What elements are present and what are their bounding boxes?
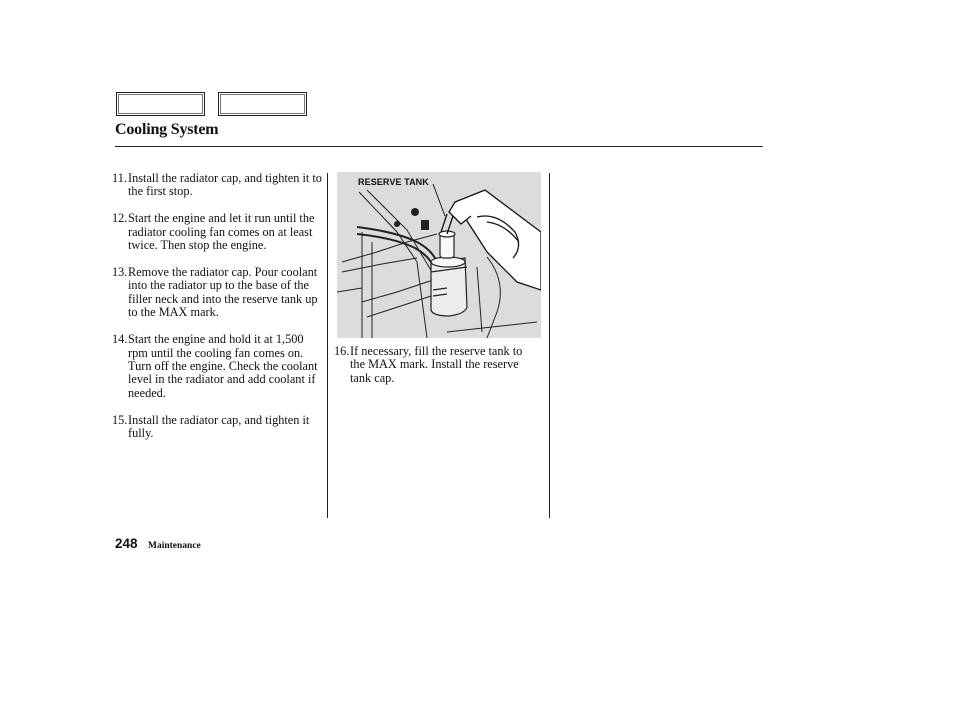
step-text: Install the radiator cap, and tighten it to the first stop. — [128, 171, 322, 199]
page-number: 248 — [115, 536, 138, 551]
step-number: 15. — [112, 412, 128, 427]
step-text: Install the radiator cap, and tighten it fully. — [128, 412, 310, 441]
step-item — [112, 172, 322, 199]
step-list-middle — [334, 345, 539, 399]
step-text: Remove the radiator cap. Pour coolant into the radiator up to the base of the filler neck and into the reserve tank up to the MAX mark. — [128, 265, 318, 320]
step-list-left — [112, 172, 322, 454]
engine-bay-drawing — [337, 172, 541, 338]
figure-label: RESERVE TANK — [358, 177, 429, 187]
nav-tab-next[interactable] — [218, 92, 307, 116]
step-number: 13. — [112, 265, 128, 280]
step-number: 16. — [334, 344, 350, 358]
step-number: 11. — [112, 171, 127, 185]
reserve-tank-illustration — [337, 172, 541, 338]
step-number: 12. — [112, 211, 128, 226]
step-item — [112, 212, 322, 252]
nav-tab-previous[interactable] — [116, 92, 205, 116]
step-text: If necessary, fill the reserve tank to the MAX mark. Install the reserve tank cap. — [350, 344, 523, 385]
footer-section-label: Maintenance — [148, 541, 201, 551]
step-item — [112, 266, 322, 320]
step-item — [334, 345, 539, 385]
page-title: Cooling System — [115, 121, 219, 138]
title-divider — [115, 146, 763, 147]
column-divider-left — [327, 173, 328, 518]
step-text: Start the engine and let it run until the radiator cooling fan comes on at least twice. Then stop the engine. — [128, 211, 315, 253]
step-item — [112, 333, 322, 400]
step-item — [112, 414, 322, 441]
step-text: Start the engine and hold it at 1,500 rpm until the cooling fan comes on. Turn off the engine. Check the coolant level in the radiator and add coolant if needed. — [128, 332, 318, 400]
step-number: 14. — [112, 332, 128, 347]
column-divider-right — [549, 173, 550, 518]
